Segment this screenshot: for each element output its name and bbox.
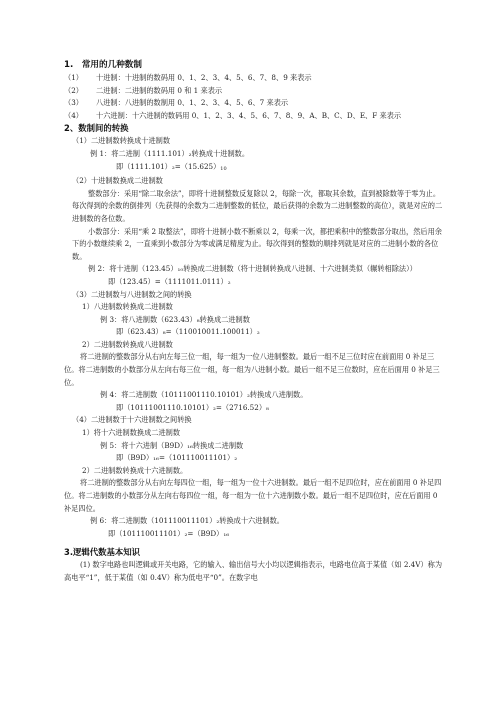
document-body	[64, 58, 444, 585]
example-text: 例 6：将二进制数（101110011101）₂转换成十六进制数。	[90, 516, 284, 526]
section-3-title: 3.逻辑代数基本知识	[64, 547, 141, 558]
paragraph: 将二进制的整数部分从右向左每四位一组，每一组为一位十六进制数。最后一组不足四位时，应在前面用 0 补足四位。将二进制数的小数部分从左向右每四位一组，每一组为一位十六进制数小数。最后一组不足四位时，应在后面用 0 补足四位。	[64, 478, 442, 513]
paragraph: 小数部分：采用“乘 2 取整法”，即将十进制小数不断乘以 2，每乘一次，都把乘积中的整数部分取出，然后用余下的小数继续乘 2，一直乘到小数部分为零或满足精度为止。每次得到的整数的顺排列就是对应的二进制小数的各位数。	[72, 226, 442, 261]
item-text: 八进制：八进制的数制用 0、1、2、3、4、5、6、7 来表示	[96, 98, 289, 108]
example-text: 例 3：将八进制数（623.43）₈转换成二进制数	[100, 314, 250, 324]
subsection-heading: （4）二进制数于十六进制数之间转换	[72, 415, 192, 425]
example-text: 例 1：将二进制（1111.101）₂转换成十进制数。	[90, 148, 250, 158]
example-answer: 即（623.43）₈=（110010011.100011）₂	[116, 327, 260, 337]
paragraph: (1) 数字电路也叫逻辑或开关电路，它的输入、输出信号大小均以逻辑指表示，电路电位高于某值（如 2.4V）称为高电平“1”，低于某值（如 0.4V）称为低电平“0”。在数字电	[64, 560, 443, 582]
section-1-title: 1. 常用的几种数制	[64, 60, 142, 70]
subsection-heading: （1）二进制数转换成十进制数	[72, 136, 171, 146]
sub-heading: 1）将十六进制数换成二进制数	[82, 428, 181, 438]
paragraph: 整数部分：采用“除二取余法”，即将十进制整数反复除以 2，每除一次，都取其余数，直到被除数等于零为止。每次得到的余数的倒排列（先获得的余数为二进制整数的低位，最后获得的余数为二进制整数的高位），就是对应的二进制数的各位数。	[72, 188, 443, 223]
sub-heading: 1）八进制数转换成二进制数	[82, 302, 173, 312]
subsection-heading: （3）二进制数与八进制数之间的转换	[72, 289, 192, 299]
example-text: 例 4：将二进制数（10111001110.10101）₂转换成八进制数。	[100, 390, 308, 400]
example-answer: 即（10111001110.10101）₂=（2716.52）₈	[116, 402, 269, 412]
example-answer: 即（123.45）=（1111011.0111）₂	[108, 276, 231, 286]
example-answer: 即（101110011101）₂=（B9D）₁₆	[108, 528, 230, 538]
item-text: 十六进制：十六进制的数码用 0、1、2、3、4、5、6、7、8、9、A、B、C、D、E、F 来表示	[96, 110, 402, 120]
answer-subscript: 10	[220, 165, 227, 172]
answer-text: 即（1111.101）₂=（15.625）	[116, 161, 221, 171]
example-text: 例 2：将十进制（123.45）₁₀转换成二进制数（将十进制转换成八进制、十六进制类似（辗转相除法））	[88, 264, 417, 274]
item-text: 十进制：十进制的数码用 0、1、2、3、4、5、6、7、8、9 来表示	[96, 73, 312, 82]
example-answer	[64, 161, 444, 176]
item-number: （2）	[64, 85, 83, 95]
item-number: （3）	[64, 98, 83, 108]
list-item	[64, 85, 444, 98]
item-number: （4）	[64, 110, 83, 120]
list-item	[64, 97, 444, 110]
example-answer: 即（B9D）₁₆=（101110011101）₂	[116, 453, 238, 463]
list-item	[64, 110, 444, 123]
subsection-heading: （2）十进制数换成二进制数	[72, 176, 163, 186]
sub-heading: 2）二进制数转换成八进制数	[82, 339, 173, 349]
section-2-title: 2、数制间的转换	[64, 123, 129, 134]
paragraph: 将二进制的整数部分从右向左每三位一组，每一组为一位八进制整数。最后一组不足三位时应在前面用 0 补足三位。将二进制数的小数部分从左向右每三位一组，每一组为八进制小数。最后一组不足三位数时，应在后面用 0 补足三位。	[64, 352, 440, 387]
item-text: 二进制：二进制的数码用 0 和 1 来表示	[96, 85, 223, 95]
sub-heading: 2）二进制数转换成十六进制数。	[82, 465, 188, 475]
example-text: 例 5：将十六进制（B9D）₁₆转换成二进制数	[100, 440, 244, 450]
item-number: （1）	[64, 73, 83, 82]
list-item	[64, 72, 444, 85]
